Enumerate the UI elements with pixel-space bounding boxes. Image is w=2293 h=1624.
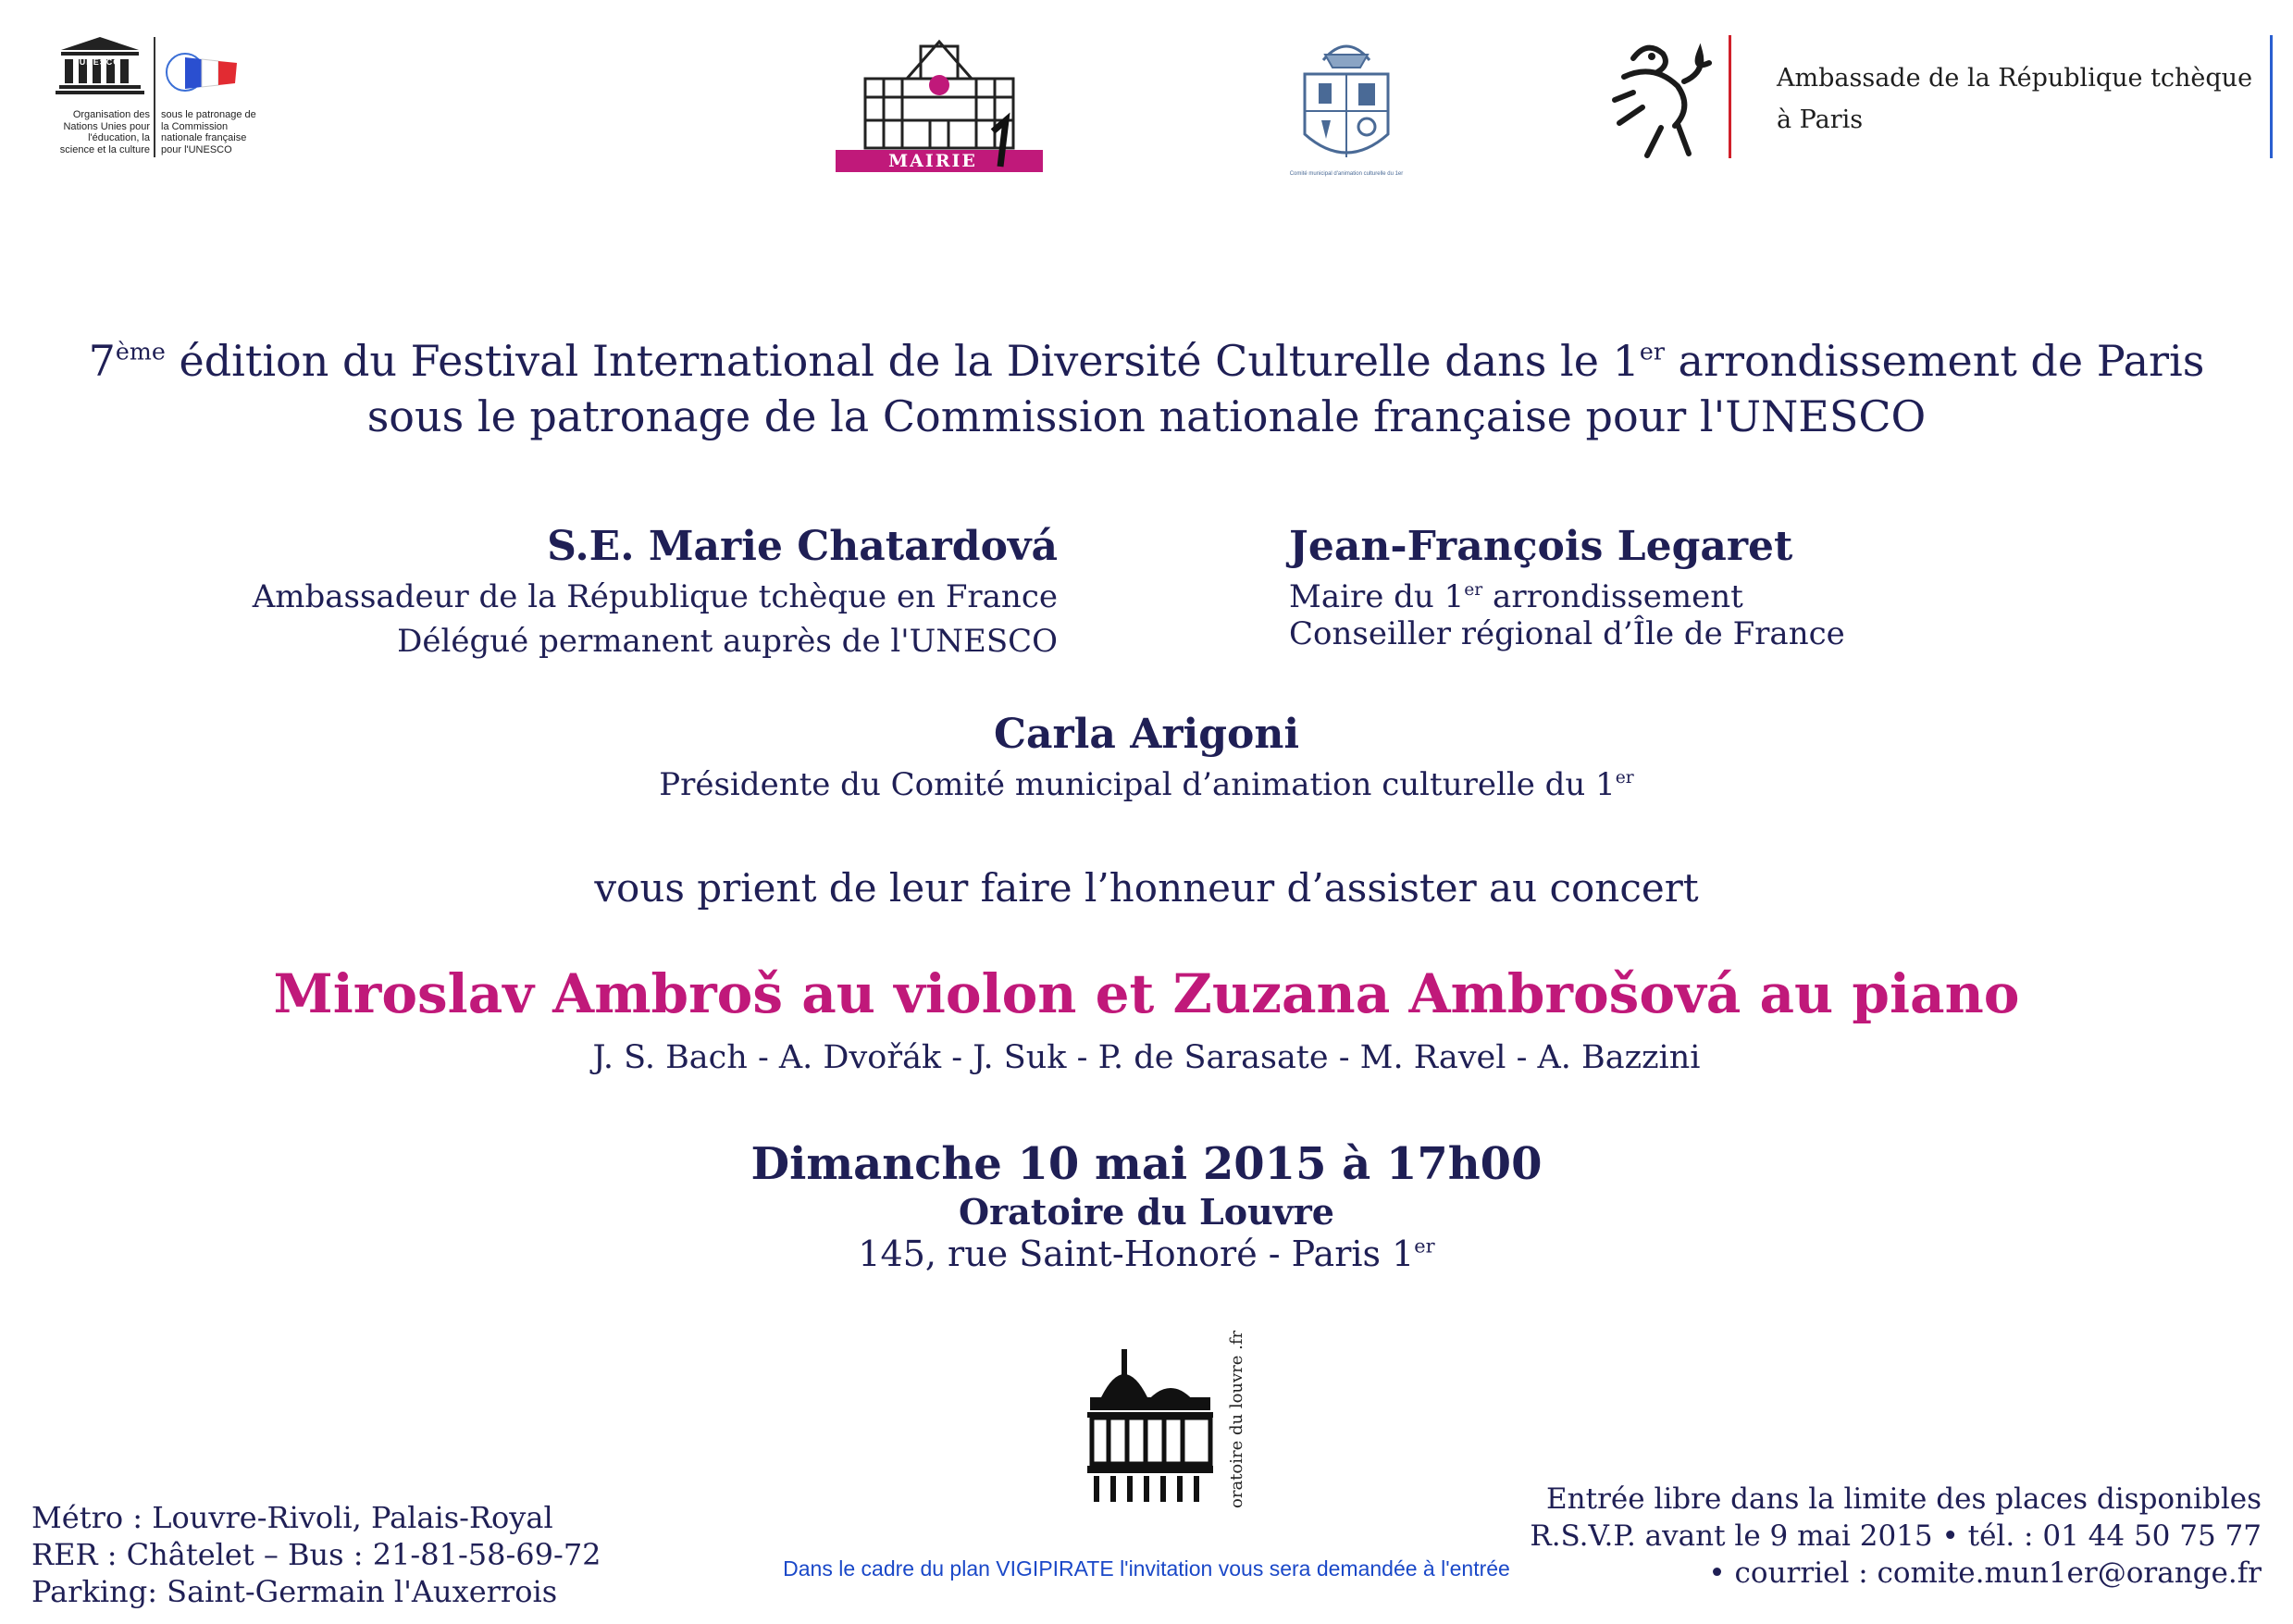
composers-list: J. S. Bach - A. Dvořák - J. Suk - P. de Sarasate - M. Ravel - A. Bazzini xyxy=(592,1039,1701,1076)
host-left xyxy=(253,521,1058,660)
embassy-line-1: Ambassade de la République tchèque xyxy=(1777,64,2253,93)
lion-icon xyxy=(1596,35,1712,165)
event-address-a: 145, rue Saint-Honoré - Paris 1 xyxy=(858,1233,1415,1274)
event-venue: Oratoire du Louvre xyxy=(959,1191,1334,1233)
unesco-divider xyxy=(154,37,155,157)
intro-line-2: sous le patronage de la Commission nationale française pour l'UNESCO xyxy=(366,391,1927,441)
embassy-name xyxy=(1777,57,2252,141)
host-center-role-a: Présidente du Comité municipal d’animation culturelle du 1 xyxy=(659,766,1616,803)
comite-caption: Comité municipal d'animation culturelle du 1er xyxy=(1289,171,1404,177)
ordinal-sup: ème xyxy=(115,338,166,366)
metro-line: Métro : Louvre-Rivoli, Palais-Royal xyxy=(31,1500,553,1535)
unesco-wordmark: UNESCO xyxy=(79,57,121,67)
host-center xyxy=(0,709,2293,803)
intro-line-1b: arrondissement de Paris xyxy=(1664,336,2205,386)
festival-intro xyxy=(0,333,2293,444)
rer-bus-line: RER : Châtelet – Bus : 21-81-58-69-72 xyxy=(31,1537,601,1572)
host-right xyxy=(1289,521,1845,652)
oratoire-url: oratoire du louvre .fr xyxy=(1227,1330,1246,1508)
event-address-sup: er xyxy=(1414,1234,1435,1258)
mairie-logo xyxy=(828,28,1050,176)
host-left-role-1: Ambassadeur de la République tchèque en France xyxy=(252,578,1058,615)
intro-line-1a: édition du Festival International de la Diversité Culturelle dans le 1 xyxy=(165,336,1640,386)
unesco-logo xyxy=(54,37,256,167)
ordinal: 7 xyxy=(88,336,116,386)
concert-title: Miroslav Ambroš au violon et Zuzana Ambrošová au piano xyxy=(273,962,2020,1025)
event-address xyxy=(0,1233,2293,1274)
rsvp-line-3: • courriel : comite.mun1er@orange.fr xyxy=(1708,1556,2262,1590)
embassy-line-2: à Paris xyxy=(1777,105,1864,134)
unesco-org-text: Organisation des Nations Unies pour l'éducation, la science et la culture xyxy=(59,109,150,155)
oratoire-logo xyxy=(1083,1330,1249,1513)
host-center-role xyxy=(0,766,2293,803)
rsvp-line-2: R.S.V.P. avant le 9 mai 2015 • tél. : 01 44 50 75 77 xyxy=(1530,1519,2262,1553)
embassy-red-divider xyxy=(1729,35,1731,158)
host-right-role-2: Conseiller régional d’Île de France xyxy=(1289,615,1845,652)
host-center-name: Carla Arigoni xyxy=(993,711,1300,758)
crest-icon xyxy=(1295,32,1397,171)
access-info xyxy=(31,1499,601,1610)
host-right-name: Jean-François Legaret xyxy=(1289,523,1793,570)
host-center-role-sup: er xyxy=(1615,767,1634,787)
embassy-blue-divider xyxy=(2270,35,2273,158)
czech-lion-logo xyxy=(1596,35,1712,165)
event-date: Dimanche 10 mai 2015 à 17h00 xyxy=(750,1138,1543,1190)
vigipirate-notice: Dans le cadre du plan VIGIPIRATE l'invitation vous sera demandée à l'entrée xyxy=(783,1556,1510,1581)
oratoire-building-icon xyxy=(1083,1333,1221,1513)
rsvp-line-1: Entrée libre dans la limite des places disponibles xyxy=(1546,1482,2262,1516)
host-right-role-1b: arrondissement xyxy=(1482,578,1743,615)
unesco-temple-icon xyxy=(54,37,146,102)
host-right-role-1 xyxy=(1289,578,1845,615)
parking-line: Parking: Saint-Germain l'Auxerrois xyxy=(31,1574,558,1609)
comite-crest-logo xyxy=(1289,32,1404,185)
mairie-label: MAIRIE xyxy=(888,151,977,171)
intro-line-1-sup: er xyxy=(1639,338,1665,366)
host-left-role-2: Délégué permanent auprès de l'UNESCO xyxy=(397,623,1058,660)
host-right-role-1-sup: er xyxy=(1464,579,1483,600)
french-flag-icon xyxy=(165,46,239,102)
host-right-role-1a: Maire du 1 xyxy=(1289,578,1465,615)
unesco-patronage-text: sous le patronage de la Commission nationale française pour l'UNESCO xyxy=(161,109,256,155)
host-left-name: S.E. Marie Chatardová xyxy=(547,523,1058,570)
invitation-text: vous prient de leur faire l’honneur d’assister au concert xyxy=(594,865,1699,911)
intro-line-1 xyxy=(0,333,2293,389)
